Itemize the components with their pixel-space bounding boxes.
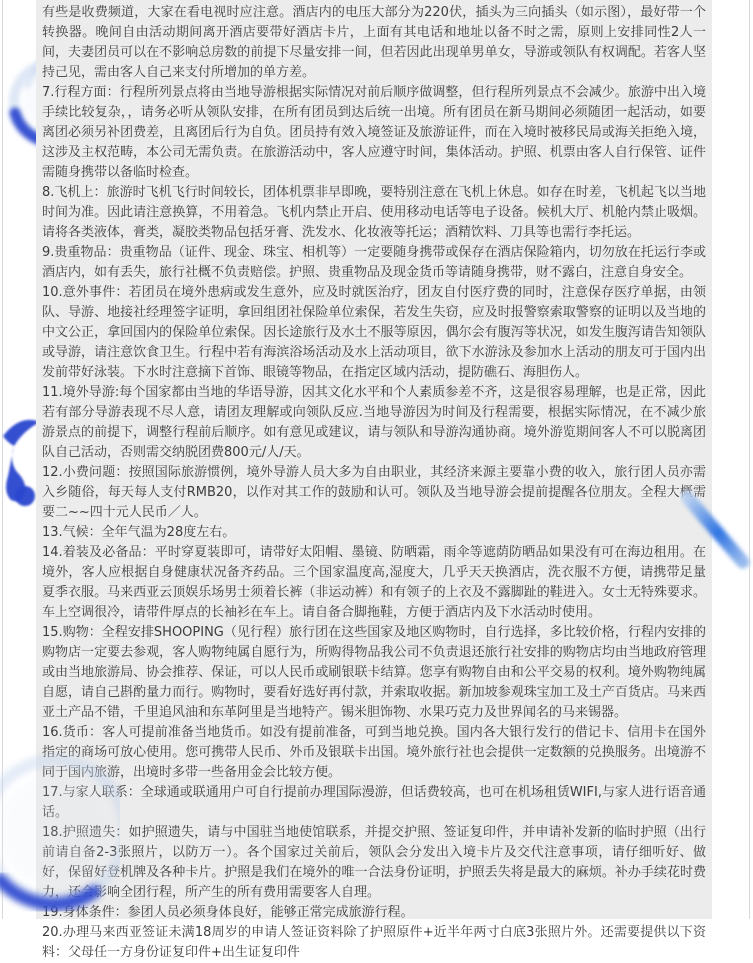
notice-paragraph-15: 15.购物：全程安排SHOOPING（见行程）旅行团在这些国家及地区购物时，自行选择，多比较价格，行程内安排的购物店一定要去参观，客人购物纯属自愿行为，所购得物品我公司不负责退还旅行社安排的购物店均由当地政府管理或由当地旅游局、协会推荐、保证，可以人民币或刷银联卡结算。您享有购物自由和公平交易的权利。境外购物纯属自愿，请自己斟酌量力而行。购物时，要看好选好再付款，并索取收据。新加坡参观珠宝加工及土产百货店。马来西亚土产品不错，千里追风油和东革阿里是当地特产。锡米胆饰物、水果巧克力及世界闻名的马来锡器。 — [42, 625, 706, 720]
left-border-line — [2, 0, 3, 919]
right-border-line — [749, 0, 750, 919]
notice-paragraph-7: 7.行程方面：行程所列景点将由当地导游根据实际情况对前后顺序做调整，但行程所列景点不会减少。旅游中出入境手续比较复杂，，请务必听从领队安排，在所有团员到达后统一出境。所有团员在新马期间必须随团一起活动，如要离团必须另补团费差，且离团后行为自负。团员持有效入境签证及旅游证件，而在入境时被移民局或海关拒绝入境，这涉及主权范畴，本公司无需负责。在旅游活动中，客人应遵守时间，集体活动。护照、机票由客人自行保管、证件需随身携带以备临时检查。 — [42, 85, 706, 180]
notice-paragraph-11: 11.境外导游:每个国家都由当地的华语导游，因其文化水平和个人素质参差不齐，这是很容易理解，也是正常，因此若有部分导游表现不尽人意，请团友理解或向领队反应.当地导游因为时间及行程需要，根据实际情况，在不减少旅游景点的前提下，调整行程前后顺序。如有意见或建议，请与领队和导游沟通协商。境外游览期间客人不可以脱离团队自己活动，否则需交纳脱团费800元/人/天。 — [42, 385, 706, 460]
notice-paragraph-19: 19.身体条件：参团人员必须身体良好，能够正常完成旅游行程。 — [42, 905, 414, 920]
notice-document — [36, 0, 712, 960]
notice-paragraph-18: 18.护照遗失：如护照遗失，请与中国驻当地使馆联系，并提交护照、签证复印件，并申请补发新的临时护照（出行前请自备2-3张照片，以防万一）。各个国家过关前后，领队会分发出入境卡片及交代注意事项，请仔细听好、做好，保留好登机牌及各种卡片。护照是我们在境外的唯一合法身份证明，护照丢失将是最大的麻烦。补办手续花时费力，还会影响全团行程，所产生的所有费用需要客人自理。 — [42, 825, 706, 900]
notice-paragraph-8: 8.飞机上：旅游时飞机飞行时间较长，团体机票非早即晚，要特别注意在飞机上休息。如存在时差，飞机起飞以当地时间为准。因此请注意换算，不用着急。飞机内禁止开启、使用移动电话等电子设备。候机大厅、机舱内禁止吸烟。请将各类液体，膏类，凝胶类物品包括牙膏、洗发水、化妆液等托运；酒精饮料、刀具等也需行李托运。 — [42, 185, 706, 240]
notice-paragraph-10: 10.意外事件：若团员在境外患病或发生意外，应及时就医治疗，团友自付医疗费的同时，注意保存医疗单据，由领队、导游、地接社经理签字证明，拿回组团社保险单位索保，若发生失窃，应及时报警察索取警察的证明以及当地的中文公正，拿回国内的保险单位索保。因长途旅行及水土不服等原因，偶尔会有腹泻等状况，如发生腹泻请告知领队或导游，请注意饮食卫生。行程中若有海滨浴场活动及水上活动项目，欲下水游泳及参加水上活动的朋友可于国内出发前带好泳装。下水时注意摘下首饰、眼镜等物品，在指定区域内活动，提防礁石、海胆伤人。 — [42, 285, 706, 380]
notice-paragraph-14: 14.着装及必备品：平时穿夏装即可，请带好太阳帽、墨镜、防晒霜，雨伞等遮荫防晒品如果没有可在海边租用。在境外，客人应根据自身健康状况备齐药品。三个国家温度高,湿度大，几乎天天换酒店，洗衣服不方便，请携带足量夏季衣服。马来西亚云顶娱乐场男士须着长裤（非运动裤）和有领子的上衣及不露脚趾的鞋进入。女士无特殊要求。车上空调很冷，请带件厚点的长袖衫在车上。请自备合脚拖鞋，方便于酒店内及下水活动时使用。 — [42, 545, 706, 620]
notice-paragraph-13: 13.气候：全年气温为28度左右。 — [42, 525, 236, 540]
notice-paragraph-9: 9.贵重物品：贵重物品（证件、现金、珠宝、相机等）一定要随身携带或保存在酒店保险箱内，切勿放在托运行李或酒店内，如有丢失，旅行社概不负责赔偿。护照、贵重物品及现金货币等请随身携带，财不露白，注意自身安全。 — [42, 245, 706, 280]
notice-paragraph-17: 17.与家人联系：全球通或联通用户可自行提前办理国际漫游，但话费较高，也可在机场租赁WIFI,与家人进行语音通话。 — [42, 785, 706, 820]
notice-paragraph-16: 16.货币：客人可提前准备当地货币。如没有提前准备，可到当地兑换。国内各大银行发行的借记卡、信用卡在国外指定的商场可放心使用。您可携带人民币、外币及银联卡出国。境外旅行社也会提供一定数额的兑换服务。出境游不同于国内旅游，出境时多带一些备用金会比较方便。 — [42, 725, 706, 780]
notice-paragraph-intro: 有些是收费频道，大家在看电视时应注意。酒店内的电压大部分为220伏，插头为三向插头（如示图），最好带一个转换器。晚间自由活动期间离开酒店要带好酒店卡片，上面有其电话和地址以备不时之需，原则上安排同性2人一间，夫妻团员可以在不影响总房数的前提下尽量安排一间，但若因此出现单男单女，导游或领队有权调配。若客人坚持己见，需由客人自己来支付所增加的单方差。 — [42, 5, 706, 80]
notice-paragraph-20: 20.办理马来西亚签证未满18周岁的申请人签证资料除了护照原件+近半年两寸白底3张照片外。还需要提供以下资料：父母任一方身份证复印件+出生证复印件 — [42, 925, 706, 960]
notice-paragraph-12: 12.小费问题：按照国际旅游惯例，境外导游人员大多为自由职业，其经济来源主要靠小费的收入，旅行团人员亦需入乡随俗，每天每人支付RMB20，以作对其工作的鼓励和认可。领队及当地导游会提前提醒各位朋友。全程大概需要二~~四十元人民币／人。 — [42, 465, 706, 520]
